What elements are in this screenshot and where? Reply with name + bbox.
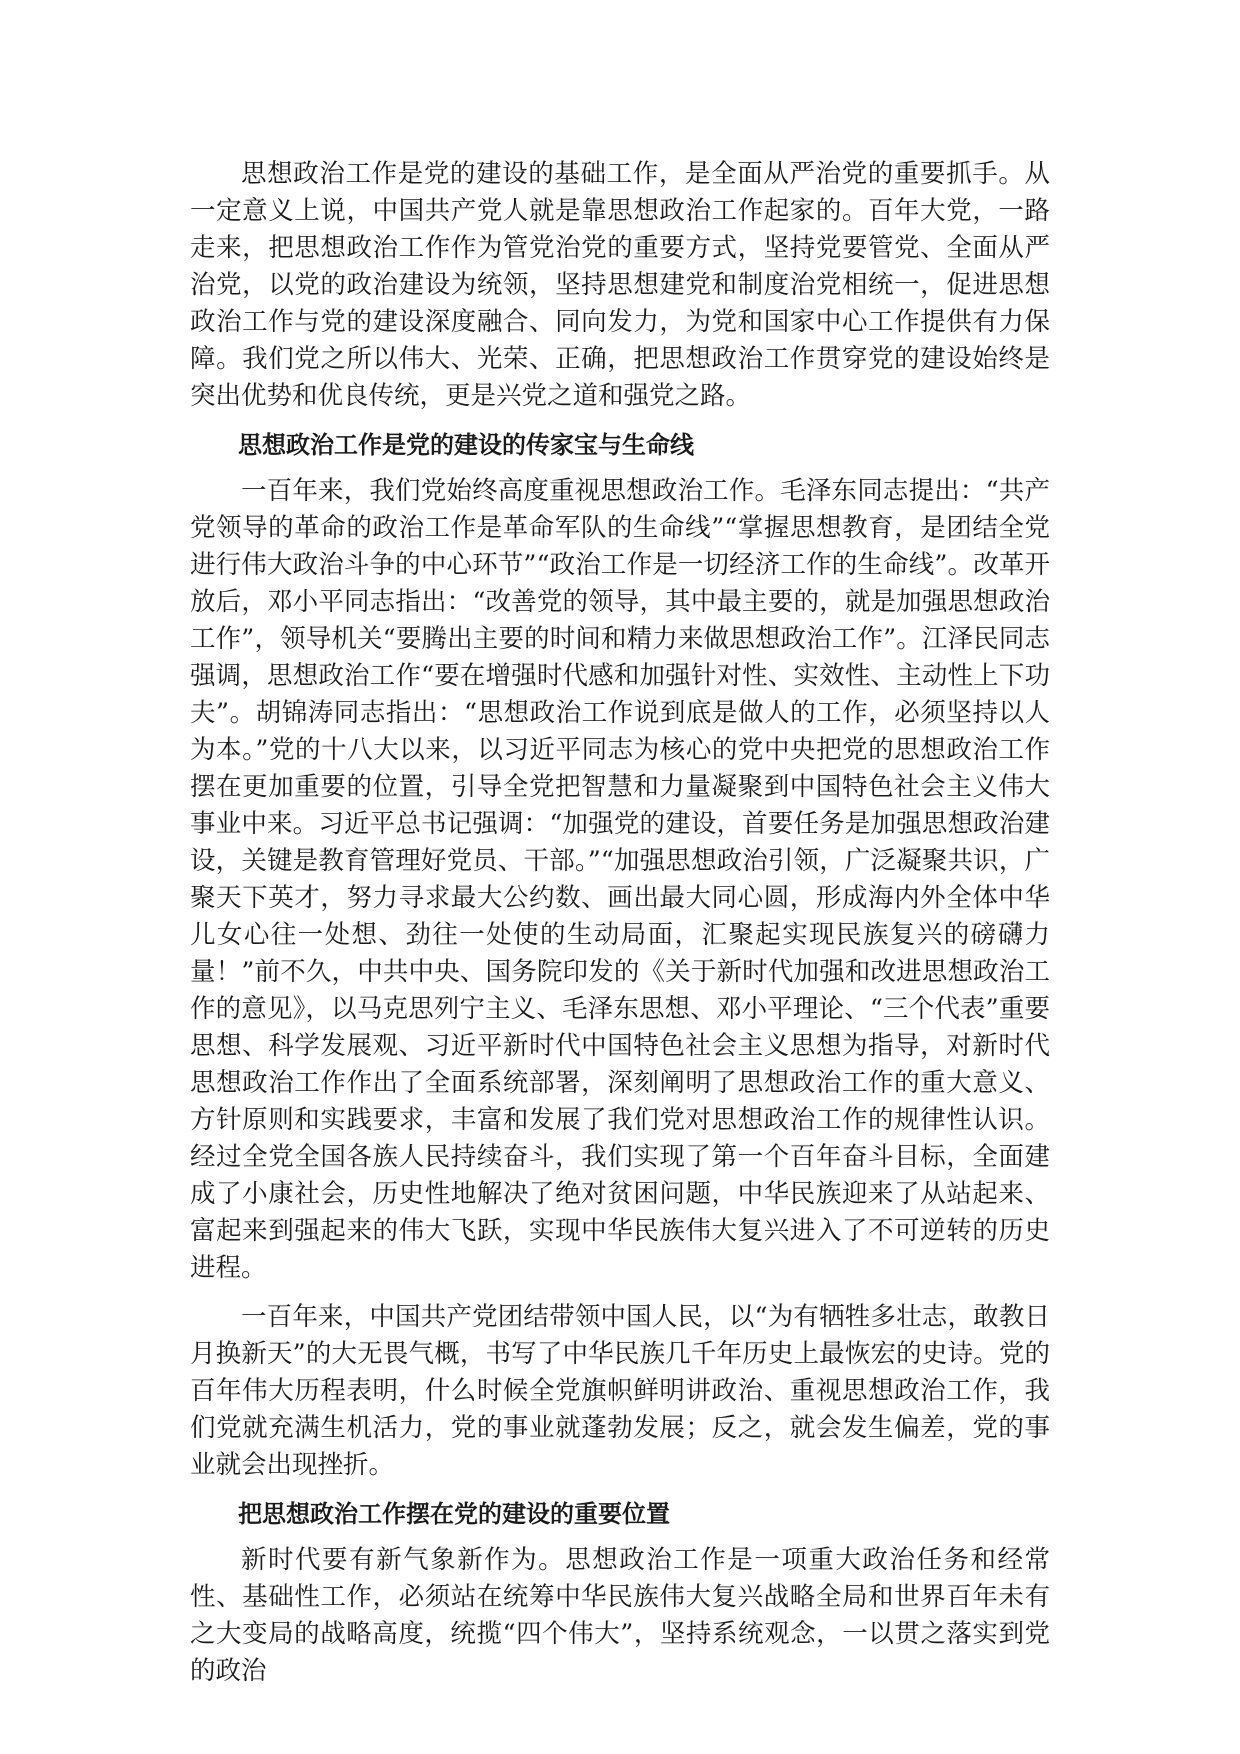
document-body bbox=[190, 156, 1050, 1690]
body-paragraph-1: 一百年来，我们党始终高度重视思想政治工作。毛泽东同志提出：“共产党领导的革命的政治工作是革命军队的生命线”“掌握思想教育，是团结全党进行伟大政治斗争的中心环节”“政治工作是一切经济工作的生命线”。改革开放后，邓小平同志指出：“改善党的领导，其中最主要的，就是加强思想政治工作”，领导机关“要腾出主要的时间和精力来做思想政治工作”。江泽民同志强调，思想政治工作“要在增强时代感和加强针对性、实效性、主动性上下功夫”。胡锦涛同志指出：“思想政治工作说到底是做人的工作，必须坚持以人为本。”党的十八大以来，以习近平同志为核心的党中央把党的思想政治工作摆在更加重要的位置，引导全党把智慧和力量凝聚到中国特色社会主义伟大事业中来。习近平总书记强调：“加强党的建设，首要任务是加强思想政治建设，关键是教育管理好党员、干部。”“加强思想政治引领，广泛凝聚共识，广聚天下英才，努力寻求最大公约数、画出最大同心圆，形成海内外全体中华儿女心往一处想、劲往一处使的生动局面，汇聚起实现民族复兴的磅礴力量！”前不久，中共中央、国务院印发的《关于新时代加强和改进思想政治工作的意见》，以马克思列宁主义、毛泽东思想、邓小平理论、“三个代表”重要思想、科学发展观、习近平新时代中国特色社会主义思想为指导，对新时代思想政治工作作出了全面系统部署，深刻阐明了思想政治工作的重大意义、方针原则和实践要求，丰富和发展了我们党对思想政治工作的规律性认识。经过全党全国各族人民持续奋斗，我们实现了第一个百年奋斗目标，全面建成了小康社会，历史性地解决了绝对贫困问题，中华民族迎来了从站起来、富起来到强起来的伟大飞跃，实现中华民族伟大复兴进入了不可逆转的历史进程。 bbox=[190, 476, 1050, 1283]
section-heading-1: 思想政治工作是党的建设的传家宝与生命线 bbox=[238, 431, 694, 459]
section-heading-2: 把思想政治工作摆在党的建设的重要位置 bbox=[238, 1500, 670, 1528]
body-paragraph-3: 新时代要有新气象新作为。思想政治工作是一项重大政治任务和经常性、基础性工作，必须站在统筹中华民族伟大复兴战略全局和世界百年未有之大变局的战略高度，统揽“四个伟大”，坚持系统观念，一以贯之落实到党的政治 bbox=[190, 1545, 1050, 1686]
intro-paragraph: 思想政治工作是党的建设的基础工作，是全面从严治党的重要抓手。从一定意义上说，中国共产党人就是靠思想政治工作起家的。百年大党，一路走来，把思想政治工作作为管党治党的重要方式，坚持党要管党、全面从严治党，以党的政治建设为统领，坚持思想建党和制度治党相统一，促进思想政治工作与党的建设深度融合、同向发力，为党和国家中心工作提供有力保障。我们党之所以伟大、光荣、正确，把思想政治工作贯穿党的建设始终是突出优势和优良传统，更是兴党之道和强党之路。 bbox=[190, 159, 1050, 411]
body-paragraph-2: 一百年来，中国共产党团结带领中国人民，以“为有牺牲多壮志，敢教日月换新天”的大无畏气概，书写了中华民族几千年历史上最恢宏的史诗。党的百年伟大历程表明，什么时候全党旗帜鲜明讲政治、重视思想政治工作，我们党就充满生机活力，党的事业就蓬勃发展；反之，就会发生偏差，党的事业就会出现挫折。 bbox=[190, 1302, 1050, 1480]
